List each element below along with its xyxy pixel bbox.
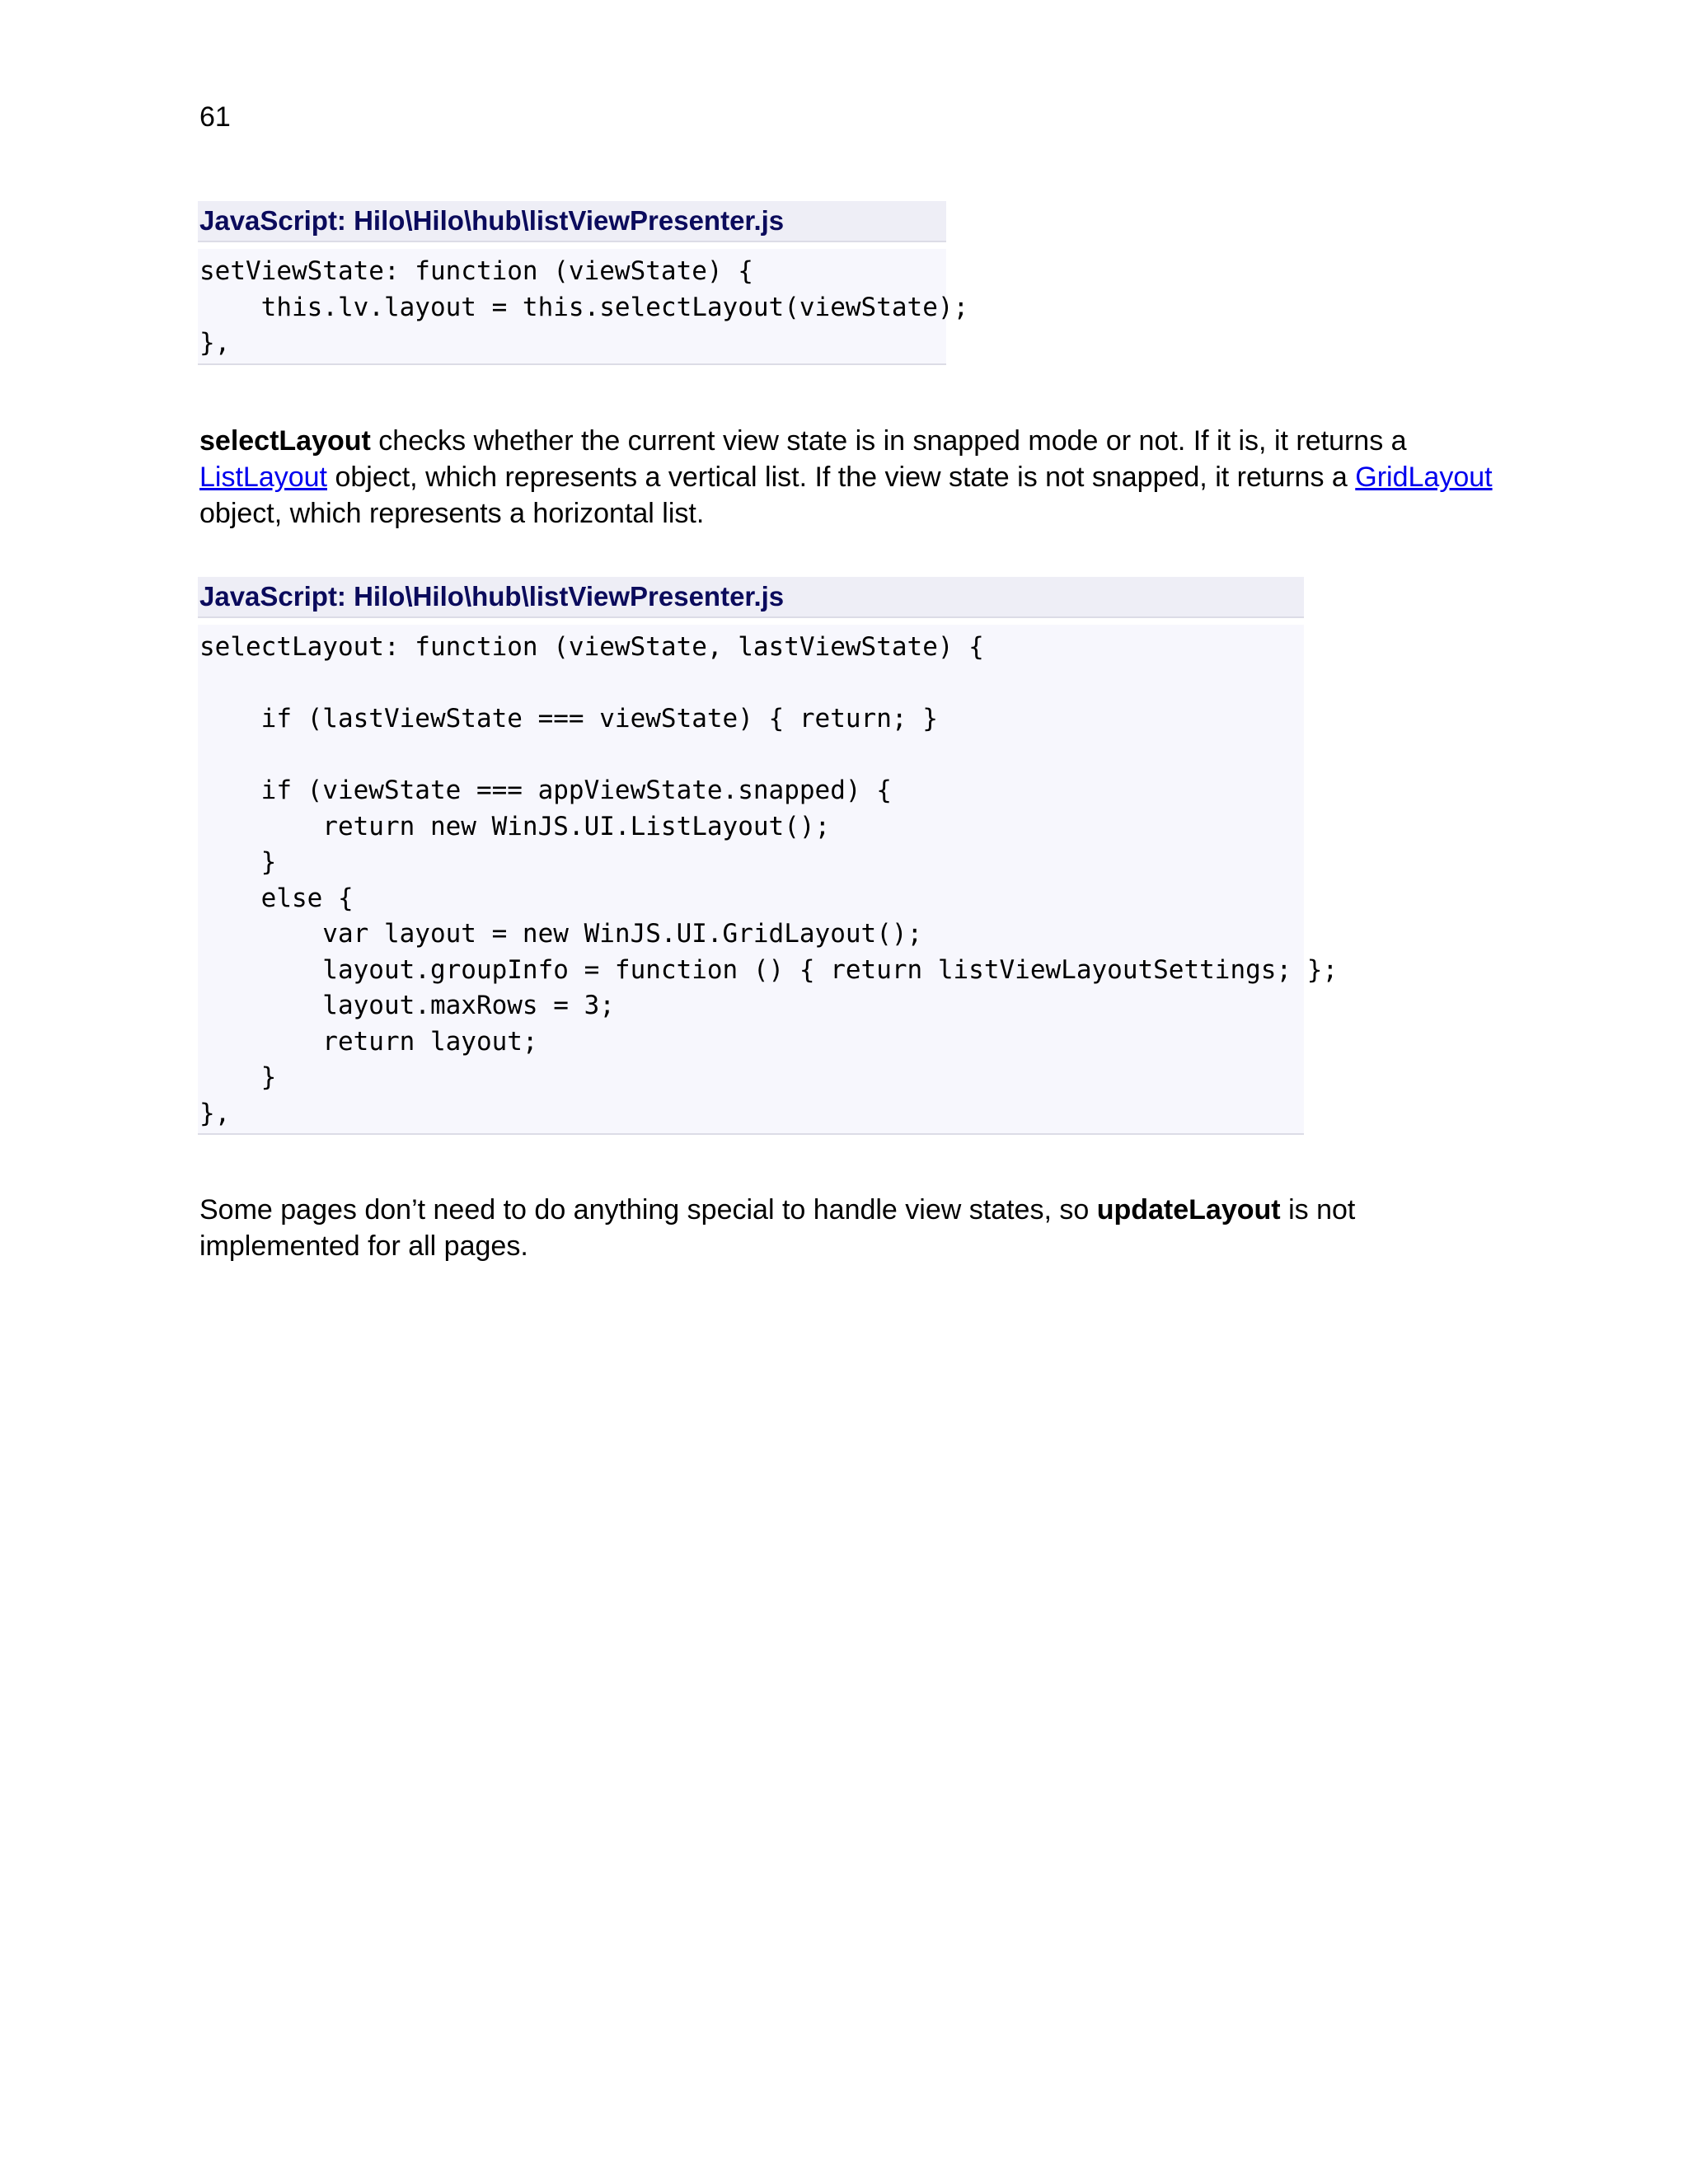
code-line: var layout = new WinJS.UI.GridLayout(); <box>199 919 923 949</box>
code-line <box>199 666 1304 702</box>
paragraph-text: checks whether the current view state is in snapped mode or not. If it is, it returns a <box>370 425 1407 457</box>
paragraph-text: object, which represents a horizontal list. <box>199 498 705 529</box>
code-line: return layout; <box>199 1026 538 1057</box>
code-line: setViewState: function (viewState) { <box>199 256 753 286</box>
code-line: layout.maxRows = 3; <box>199 991 615 1020</box>
bold-term: updateLayout <box>1096 1194 1281 1226</box>
code-line: if (viewState === appViewState.snapped) { <box>199 776 892 805</box>
code-line: }, <box>199 328 231 358</box>
code-line: return new WinJS.UI.ListLayout(); <box>199 811 831 841</box>
code-line: } <box>199 1062 277 1092</box>
code-line: else { <box>199 883 354 913</box>
page-number: 61 <box>199 101 231 133</box>
code-line: selectLayout: function (viewState, lastViewState) { <box>199 632 984 662</box>
code-line <box>199 738 1304 774</box>
code-line: if (lastViewState === viewState) { return; } <box>199 704 938 733</box>
code-block-select-layout <box>198 577 1339 1135</box>
paragraph-update-layout <box>199 1192 1518 1264</box>
code-line: this.lv.layout = this.selectLayout(viewState); <box>199 292 969 322</box>
paragraph-text: Some pages don’t need to do anything special to handle view states, so <box>199 1194 1097 1226</box>
code-line: layout.groupInfo = function () { return listViewLayoutSettings; }; <box>199 954 1339 985</box>
code-caption: JavaScript: Hilo\Hilo\hub\listViewPresenter.js <box>198 577 1304 618</box>
paragraph-select-layout <box>199 423 1518 532</box>
bold-term: selectLayout <box>199 425 371 457</box>
code-body <box>198 249 969 365</box>
gridlayout-link[interactable]: GridLayout <box>1355 462 1493 493</box>
listlayout-link[interactable]: ListLayout <box>199 462 327 493</box>
paragraph-text: is not implemented for all pages. <box>199 1194 1356 1262</box>
code-line: }, <box>199 1098 231 1128</box>
code-block-set-view-state <box>198 201 969 365</box>
paragraph-text: object, which represents a vertical list. If the view state is not snapped, it returns a <box>327 462 1356 493</box>
code-line: } <box>199 847 277 877</box>
code-caption: JavaScript: Hilo\Hilo\hub\listViewPresenter.js <box>198 201 946 242</box>
code-body <box>198 625 1339 1135</box>
